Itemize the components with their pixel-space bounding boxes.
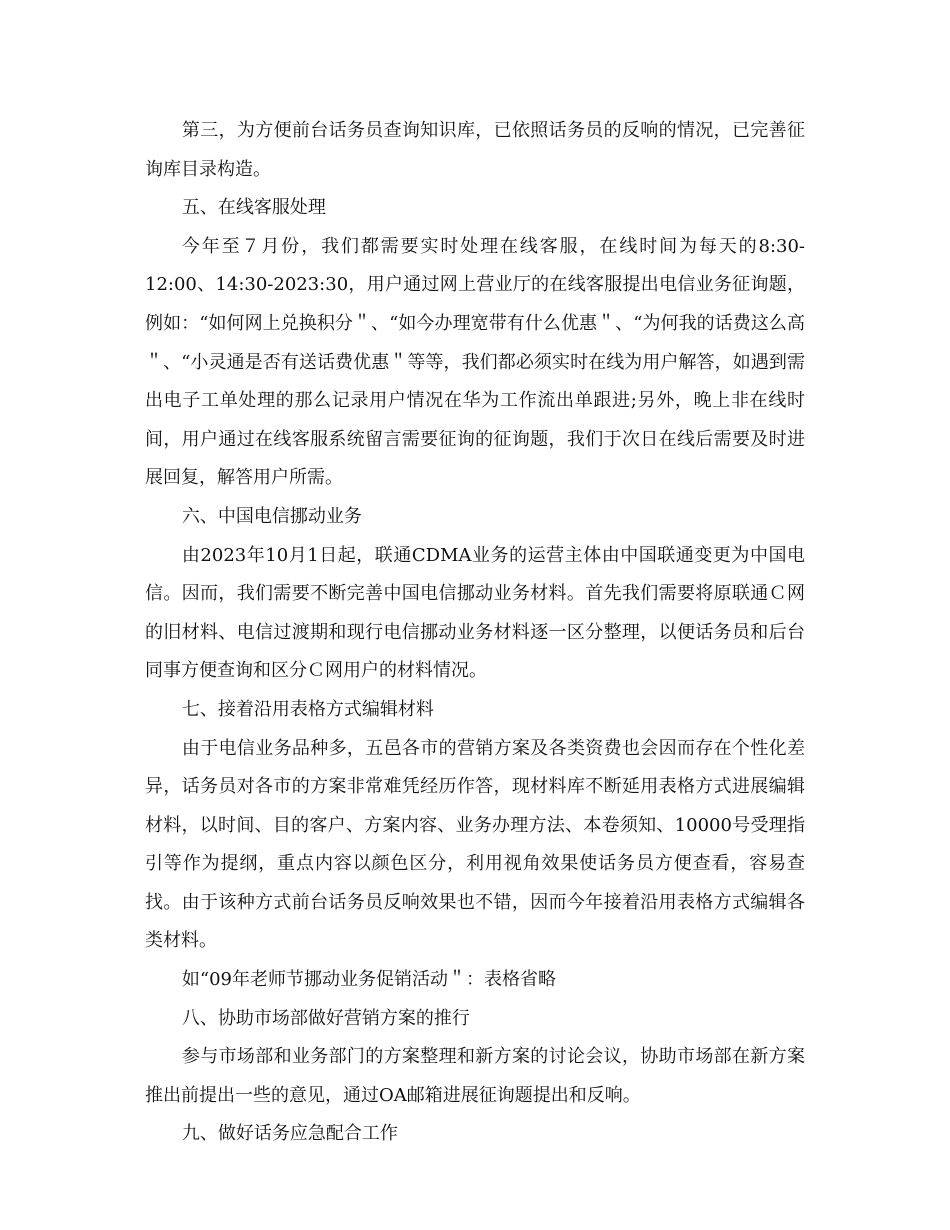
paragraph-table-example: 如“09年老师节挪动业务促销活动＂：表格省略 [181,969,556,991]
paragraph-marketing-support: 参与市场部和业务部门的方案整理和新方案的讨论会议，协助市场部在新方案推出前提出一些的意见，通过OA邮箱进展征询题提出和反响。 [145,1046,805,1106]
document-body [145,112,805,1154]
heading-table-editing: 七、接着沿用表格方式编辑材料 [181,698,434,720]
heading-online-service: 五、在线客服处理 [181,197,326,219]
paragraph-knowledge-base: 第三，为方便前台话务员查询知识库，已依照话务员的反响的情况，已完善征询库目录构造。 [145,120,805,180]
paragraph-online-service: 今年至７月份，我们都需要实时处理在线客服，在线时间为每天的8:30-12:00、14:30-2023:30，用户通过网上营业厅的在线客服提出电信业务征询题，例如：“如何网上兑换积分＂、“如今办理宽带有什么优惠＂、“为何我的话费这么高＂、“小灵通是否有送话费优惠＂等等，我们都必须实时在线为用户解答，如遇到需出电子工单处理的那么记录用户情况在华为工作流出单跟进;另外，晚上非在线时间，用户通过在线客服系统留言需要征询的征询题，我们于次日在线后需要及时进展回复，解答用户所需。 [145,235,805,489]
heading-emergency-cooperation: 九、做好话务应急配合工作 [181,1123,398,1145]
paragraph-table-editing: 由于电信业务品种多，五邑各市的营销方案及各类资费也会因而存在个性化差异，话务员对各市的方案非常难凭经历作答，现材料库不断延用表格方式进展编辑材料，以时间、目的客户、方案内容、业务办理方法、本卷须知、10000号受理指引等作为提纲，重点内容以颜色区分，利用视角效果使话务员方便查看，容易查找。由于该种方式前台话务员反响效果也不错，因而今年接着沿用表格方式编辑各类材料。 [145,737,805,952]
heading-marketing-support: 八、协助市场部做好营销方案的推行 [181,1007,470,1029]
paragraph-mobile-business: 由2023年10月1日起，联通CDMA业务的运营主体由中国联通变更为中国电信。因而，我们需要不断完善中国电信挪动业务材料。首先我们需要将原联通Ｃ网的旧材料、电信过渡期和现行电信挪动业务材料逐一区分整理，以便话务员和后台同事方便查询和区分Ｃ网用户的材料情况。 [145,544,805,682]
heading-mobile-business: 六、中国电信挪动业务 [181,505,362,527]
